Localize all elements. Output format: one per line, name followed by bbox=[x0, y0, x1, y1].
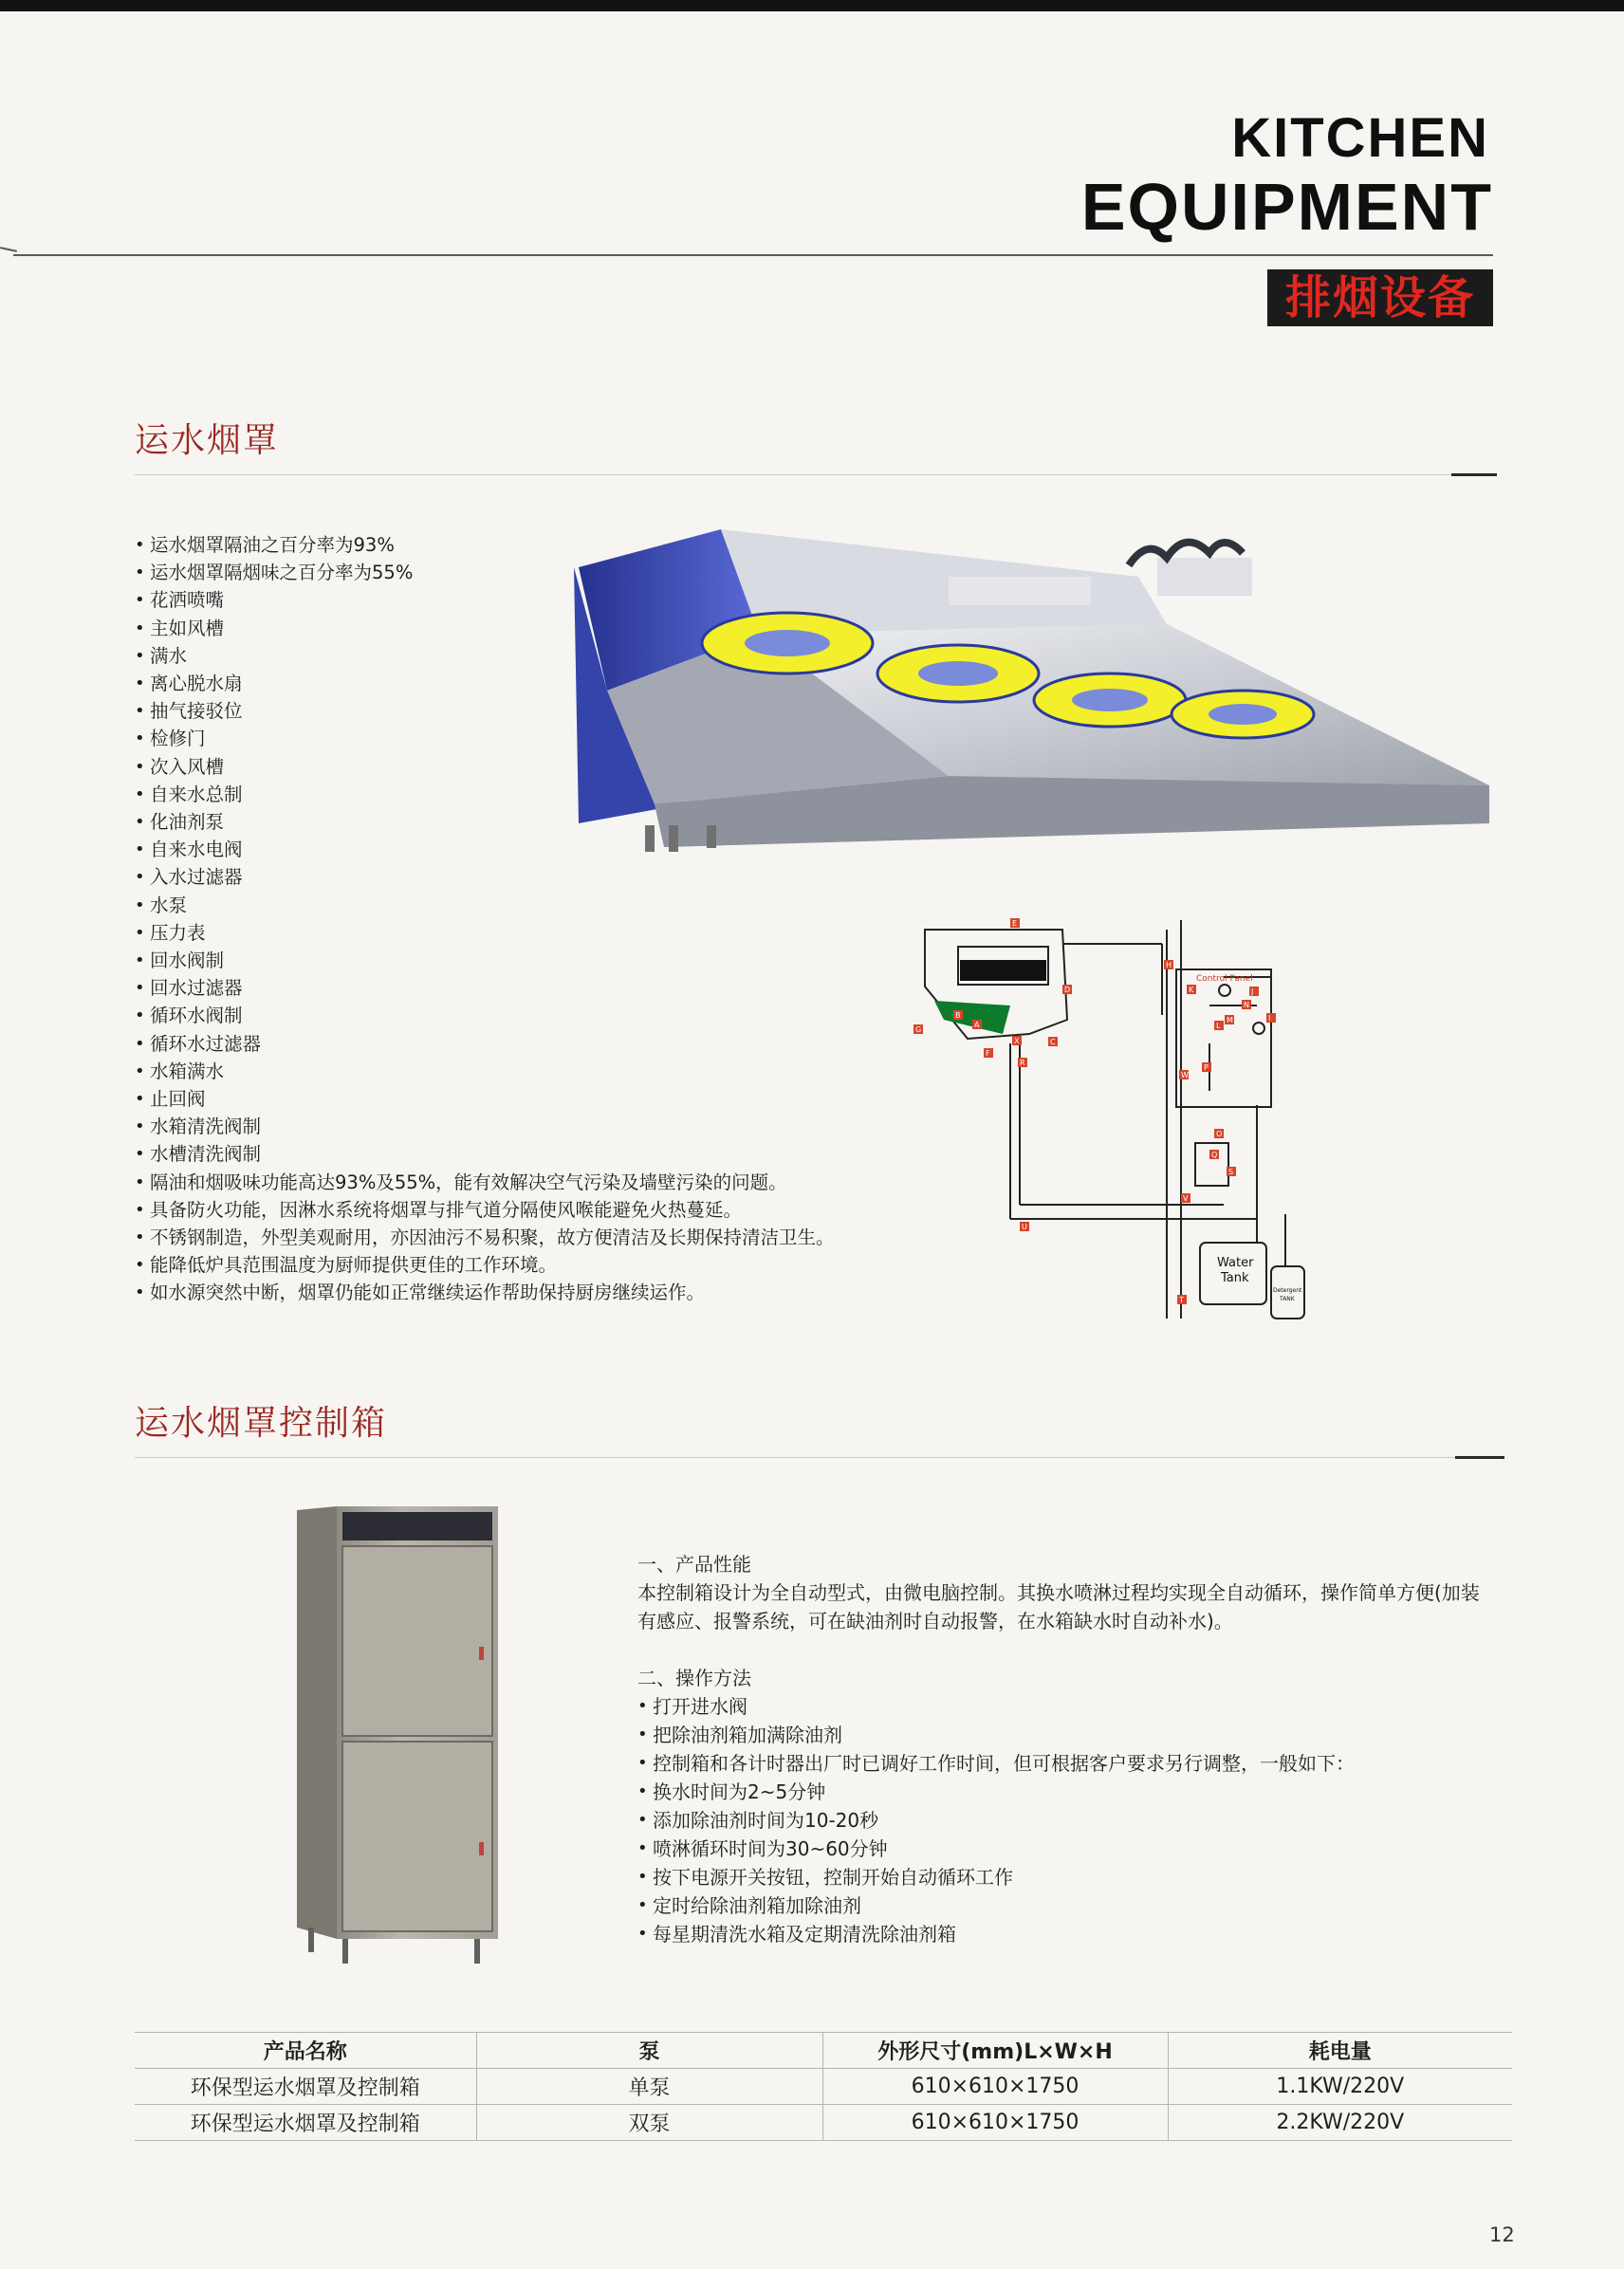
diagram-letter-label: N bbox=[1244, 1001, 1249, 1009]
operation-heading: 二、操作方法 bbox=[637, 1667, 751, 1689]
operation-step: • 把除油剂箱加满除油剂 bbox=[637, 1721, 1510, 1749]
feature-item: • 离心脱水扇 bbox=[135, 670, 835, 697]
cell-power: 1.1KW/220V bbox=[1168, 2069, 1512, 2105]
diagram-letter-label: C bbox=[1050, 1038, 1056, 1046]
diagram-letter-label: T bbox=[1179, 1296, 1184, 1304]
feature-item: • 隔油和烟吸味功能高达93%及55%，能有效解决空气污染及墙壁污染的问题。 bbox=[135, 1169, 835, 1196]
diagram-letter-label: W bbox=[1181, 1071, 1189, 1079]
performance-heading: 一、产品性能 bbox=[637, 1553, 751, 1576]
water-circulation-schematic bbox=[896, 901, 1342, 1337]
feature-item: • 检修门 bbox=[135, 725, 835, 752]
header-product-name: 产品名称 bbox=[263, 2040, 347, 2064]
detergent-tank-label-line1: Detergent bbox=[1273, 1287, 1302, 1294]
cell-pump: 双泵 bbox=[476, 2105, 822, 2141]
header-rule-tick bbox=[0, 247, 17, 252]
top-border-bar bbox=[0, 0, 1624, 11]
cell-dimensions: 610×610×1750 bbox=[822, 2105, 1168, 2141]
diagram-letter-label: M bbox=[1227, 1016, 1233, 1024]
control-box-description bbox=[637, 1550, 1510, 1948]
operation-step: • 喷淋循环时间为30~60分钟 bbox=[637, 1835, 1510, 1863]
section1-rule bbox=[135, 474, 1497, 475]
diagram-letter-label: S bbox=[1228, 1168, 1234, 1176]
water-tank-label-line1: Water bbox=[1217, 1256, 1254, 1270]
diagram-letter-label: Q bbox=[1211, 1151, 1218, 1159]
operation-step: • 定时给除油剂箱加除油剂 bbox=[637, 1891, 1510, 1920]
category-badge: 排烟设备 bbox=[1267, 269, 1493, 326]
header-pump: 泵 bbox=[476, 2033, 822, 2069]
feature-item: • 次入风槽 bbox=[135, 753, 835, 781]
operation-steps-list bbox=[637, 1692, 1510, 1948]
feature-item: • 运水烟罩隔烟味之百分率为55% bbox=[135, 559, 835, 586]
page-title-line1: KITCHEN bbox=[1231, 107, 1489, 169]
feature-item: • 止回阀 bbox=[135, 1085, 835, 1113]
performance-text-line1: 本控制箱设计为全自动型式，由微电脑控制。其换水喷淋过程均实现全自动循环，操作简单方便(加装 bbox=[637, 1581, 1480, 1604]
diagram-letter-label: E bbox=[1012, 919, 1018, 928]
diagram-letter-label: D bbox=[1064, 986, 1071, 994]
feature-item: • 水箱清洗阀制 bbox=[135, 1113, 835, 1140]
diagram-letter-label: P bbox=[1204, 1063, 1209, 1072]
header-dimensions: 外形尺寸(mm)L×W×H bbox=[822, 2033, 1168, 2069]
cell-product-name: 环保型运水烟罩及控制箱 bbox=[190, 2076, 420, 2100]
feature-item: • 运水烟罩隔油之百分率为93% bbox=[135, 531, 835, 559]
diagram-letter-label: B bbox=[955, 1011, 961, 1020]
exhaust-hood-illustration bbox=[550, 520, 1499, 873]
spec-table bbox=[135, 2032, 1512, 2141]
feature-item: • 循环水阀制 bbox=[135, 1002, 835, 1029]
detergent-tank-label-line2: TANK bbox=[1280, 1296, 1295, 1302]
feature-item: • 循环水过滤器 bbox=[135, 1030, 835, 1058]
diagram-letter-label: F bbox=[986, 1049, 990, 1058]
feature-item: • 压力表 bbox=[135, 919, 835, 947]
feature-item: • 主如风槽 bbox=[135, 615, 835, 642]
feature-item: • 如水源突然中断，烟罩仍能如正常继续运作帮助保持厨房继续运作。 bbox=[135, 1279, 835, 1306]
operation-step: • 换水时间为2~5分钟 bbox=[637, 1778, 1510, 1806]
cell-dimensions: 610×610×1750 bbox=[822, 2069, 1168, 2105]
feature-item: • 花洒喷嘴 bbox=[135, 586, 835, 614]
diagram-letter-label: X bbox=[1014, 1037, 1020, 1045]
control-cabinet-illustration bbox=[289, 1504, 508, 1969]
diagram-letter-label: A bbox=[974, 1021, 980, 1029]
cell-product-name: 环保型运水烟罩及控制箱 bbox=[190, 2112, 420, 2136]
feature-item: • 自来水总制 bbox=[135, 781, 835, 808]
operation-step: • 添加除油剂时间为10-20秒 bbox=[637, 1806, 1510, 1835]
diagram-letter-label: G bbox=[915, 1025, 922, 1034]
page-title-line2: EQUIPMENT bbox=[1080, 170, 1493, 244]
table-row bbox=[135, 2105, 1512, 2141]
operation-step: • 每星期清洗水箱及定期清洗除油剂箱 bbox=[637, 1920, 1510, 1948]
control-panel-label: Control Panel bbox=[1196, 974, 1253, 984]
diagram-letter-label: L bbox=[1216, 1022, 1221, 1030]
diagram-letter-label: V bbox=[1183, 1194, 1189, 1203]
feature-item: • 回水过滤器 bbox=[135, 974, 835, 1002]
diagram-letter-label: K bbox=[1189, 986, 1194, 994]
operation-step: • 打开进水阀 bbox=[637, 1692, 1510, 1721]
diagram-letter-label: O bbox=[1216, 1130, 1223, 1138]
feature-item: • 能降低炉具范围温度为厨师提供更佳的工作环境。 bbox=[135, 1251, 835, 1279]
section1-rule-end bbox=[1451, 473, 1497, 476]
feature-item: • 满水 bbox=[135, 642, 835, 670]
feature-item: • 抽气接驳位 bbox=[135, 697, 835, 725]
table-row bbox=[135, 2069, 1512, 2105]
diagram-letter-label: J bbox=[1251, 987, 1254, 996]
feature-item: • 具备防火功能，因淋水系统将烟罩与排气道分隔使风喉能避免火热蔓延。 bbox=[135, 1196, 835, 1224]
section2-rule-end bbox=[1455, 1456, 1504, 1459]
operation-step: • 按下电源开关按钮，控制开始自动循环工作 bbox=[637, 1863, 1510, 1891]
diagram-letter-label: R bbox=[1020, 1059, 1025, 1067]
spec-table-header-row bbox=[135, 2033, 1512, 2069]
feature-item: • 入水过滤器 bbox=[135, 863, 835, 891]
section2-title: 运水烟罩控制箱 bbox=[135, 1404, 388, 1443]
feature-item: • 不锈钢制造，外型美观耐用，亦因油污不易积聚，故方便清洁及长期保持清洁卫生。 bbox=[135, 1224, 835, 1251]
section2-rule bbox=[135, 1457, 1497, 1458]
feature-item: • 水槽清洗阀制 bbox=[135, 1140, 835, 1168]
header-rule bbox=[13, 254, 1493, 256]
operation-step: • 控制箱和各计时器出厂时已调好工作时间，但可根据客户要求另行调整，一般如下： bbox=[637, 1749, 1510, 1778]
feature-item: • 回水阀制 bbox=[135, 947, 835, 974]
page-number: 12 bbox=[1489, 2223, 1515, 2246]
cell-power: 2.2KW/220V bbox=[1168, 2105, 1512, 2141]
diagram-letter-label: I bbox=[1268, 1014, 1271, 1023]
header-power: 耗电量 bbox=[1168, 2033, 1512, 2069]
section1-title: 运水烟罩 bbox=[135, 421, 280, 460]
feature-item: • 化油剂泵 bbox=[135, 808, 835, 836]
cell-pump: 单泵 bbox=[476, 2069, 822, 2105]
performance-text-line2: 有感应、报警系统，可在缺油剂时自动报警，在水箱缺水时自动补水)。 bbox=[637, 1610, 1233, 1633]
water-tank-label-line2: Tank bbox=[1221, 1271, 1249, 1285]
diagram-letter-label: H bbox=[1166, 961, 1172, 969]
feature-item: • 水泵 bbox=[135, 892, 835, 919]
feature-item: • 水箱满水 bbox=[135, 1058, 835, 1085]
feature-item: • 自来水电阀 bbox=[135, 836, 835, 863]
diagram-letter-label: U bbox=[1022, 1223, 1027, 1231]
